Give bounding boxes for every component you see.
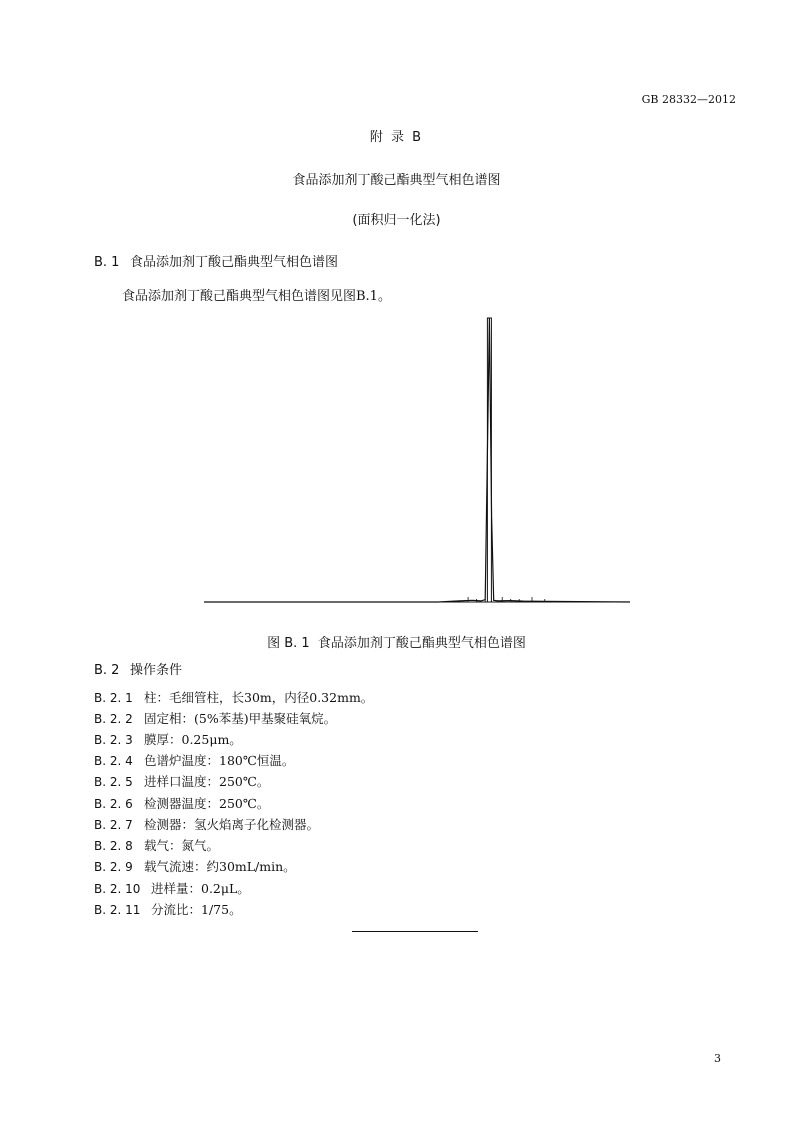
document-title: 食品添加剂丁酸己酯典型气相色谱图 [292,173,501,188]
condition-text: 进样量：0.2μL。 [151,881,250,896]
condition-item [94,794,269,812]
condition-item [94,709,336,727]
condition-text: 固定相：(5%苯基)甲基聚硅氧烷。 [144,711,337,726]
section-b1-heading [94,251,338,270]
condition-text: 进样口温度：250℃。 [144,774,270,789]
condition-number: B. 2. 11 [94,903,141,917]
standard-code: GB 28332—2012 [641,93,736,106]
condition-item [94,730,242,748]
condition-text: 载气：氮气。 [144,838,220,853]
condition-number: B. 2. 10 [94,882,141,896]
section-b1-title: 食品添加剂丁酸己酯典型气相色谱图 [130,255,339,270]
section-b1-number: B. 1 [94,255,120,270]
condition-text: 色谱炉温度：180℃恒温。 [144,753,295,768]
appendix-title: 附 录 B [369,130,424,145]
condition-text: 膜厚：0.25μm。 [144,732,242,747]
condition-number: B. 2. 5 [94,775,133,789]
section-b2-heading [94,659,182,678]
main-peak [468,318,545,602]
condition-text: 柱：毛细管柱，长30m，内径0.32mm。 [144,690,374,705]
condition-number: B. 2. 7 [94,818,133,832]
figure-label: 图 B. 1 [267,636,310,651]
condition-item [94,751,294,769]
condition-text: 载气流速：约30mL/min。 [144,859,296,874]
condition-item [94,688,373,706]
end-rule [352,931,478,932]
condition-number: B. 2. 6 [94,797,133,811]
condition-number: B. 2. 8 [94,839,133,853]
figure-caption [0,632,793,651]
condition-item [94,879,250,897]
section-b2-number: B. 2 [94,663,120,678]
condition-number: B. 2. 2 [94,712,133,726]
condition-number: B. 2. 1 [94,691,133,705]
figure-caption-text: 食品添加剂丁酸己酯典型气相色谱图 [317,636,526,651]
condition-number: B. 2. 3 [94,733,133,747]
page-number: 3 [714,1052,721,1065]
condition-item [94,815,319,833]
condition-number: B. 2. 9 [94,860,133,874]
condition-text: 检测器温度：250℃。 [144,796,270,811]
condition-text: 分流比：1/75。 [151,902,242,917]
condition-item [94,900,242,918]
chromatogram-trace [204,318,630,602]
condition-item [94,857,296,875]
condition-text: 检测器：氢火焰离子化检测器。 [144,817,320,832]
document-subtitle: (面积归一化法) [352,213,441,228]
section-b2-title: 操作条件 [130,663,183,678]
section-b1-body: 食品添加剂丁酸己酯典型气相色谱图见图B.1。 [122,289,391,304]
chromatogram-chart [200,312,636,612]
condition-item [94,836,219,854]
condition-number: B. 2. 4 [94,754,133,768]
condition-item [94,772,269,790]
